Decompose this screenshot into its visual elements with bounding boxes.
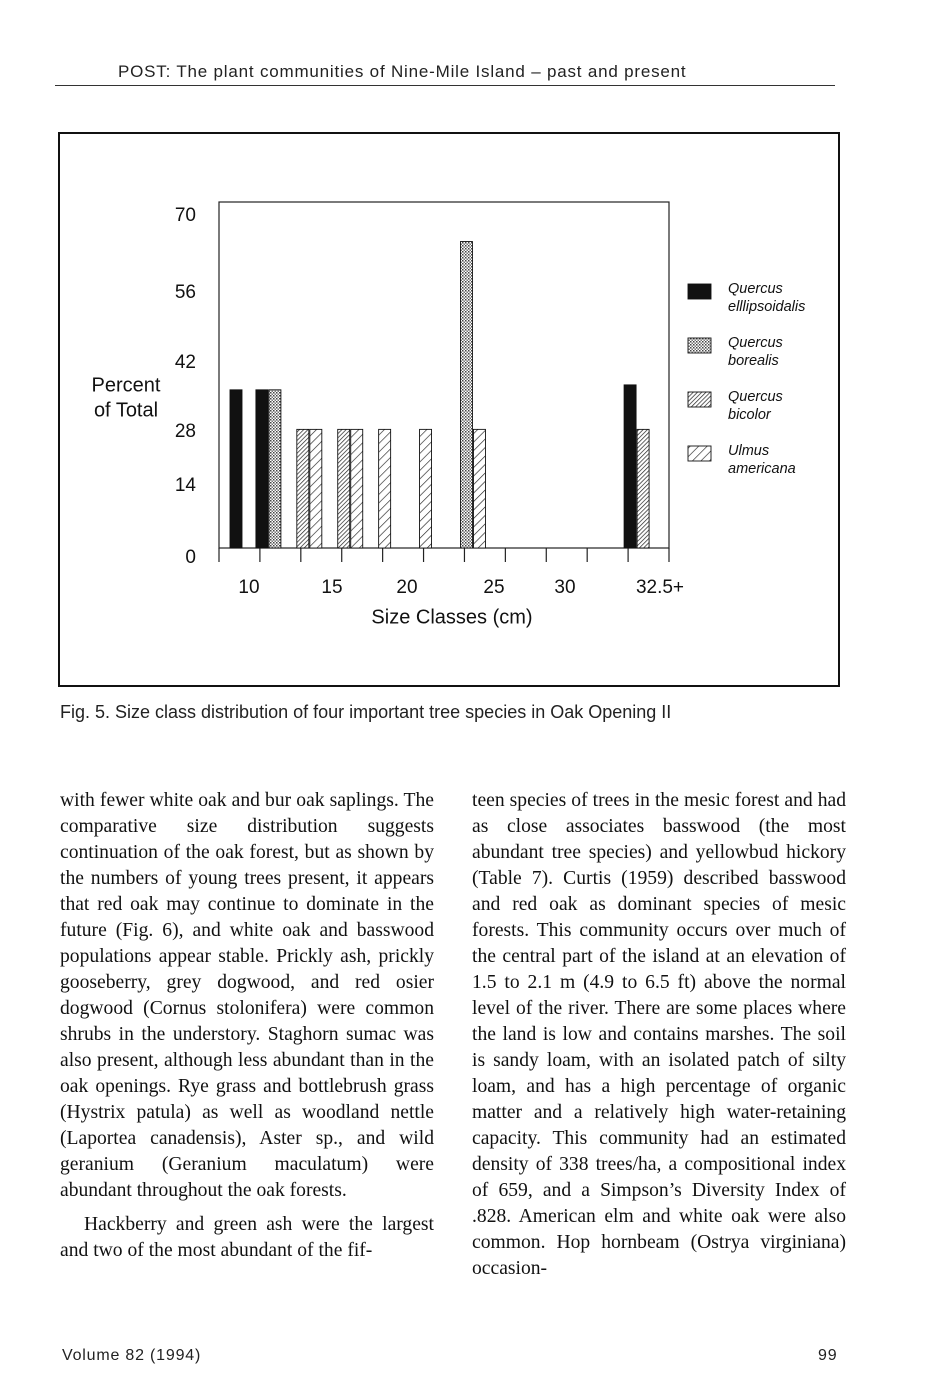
x-axis-label: Size Classes (cm) [371,606,533,629]
bar-hatch [351,429,363,548]
legend-label: Ulmus [728,442,770,459]
y-tick-label: 0 [185,547,196,569]
bar-hatch [420,429,432,548]
y-tick-label: 28 [174,421,196,443]
figure-caption: Fig. 5. Size class distribution of four important tree species in Oak Opening II [60,702,672,722]
legend-swatch-stipple [688,338,711,353]
legend-label: Quercus [728,280,783,297]
bar-dense-hatch [338,429,350,548]
legend-swatch-hatch [688,446,711,461]
y-axis-label: of Total [93,399,159,422]
legend-swatch-solid [688,284,711,299]
x-tick-label: 32.5+ [635,577,685,599]
legend-swatch-dense-hatch [688,392,711,407]
bar-stipple [460,242,472,548]
left-column [60,788,434,1264]
right-paragraph-1: teen species of trees in the mesic forest and had as close associates basswood (the most abundant tree species) and yellowbud hickory (Table 7). Curtis (1959) described basswood and red oak as dominant species of mesic forests. This community occurs over much of the central part of the island at an elevation of 1.5 to 2.1 m (4.9 to 6.5 ft) above the normal level of the river. There are some places where the land is low and contains marshes. The soil is sandy loam, with an isolated patch of silty loam, and has a high percentage of organic matter and a relatively high water-retaining capacity. This community had an estimated density of 338 trees/ha, a compositional index of 659, and a Simpson’s Diversity Index of .828. American elm and white oak were also common. Hop hornbeam (Ostrya virginiana) occasion- [472,790,846,1279]
legend-label: elllipsoidalis [728,298,806,315]
bar-solid [230,390,242,548]
bar-solid [624,385,636,548]
legend-label: americana [728,460,796,477]
y-tick-label: 70 [174,205,196,227]
header-rule [55,85,835,86]
right-column [472,788,846,1282]
x-tick-label: 30 [554,577,576,599]
plot-area [219,202,669,548]
bar-hatch [310,429,322,548]
y-tick-label: 56 [174,282,196,304]
bar-hatch [379,429,391,548]
legend-label: bicolor [728,406,771,423]
y-tick-label: 14 [174,475,196,497]
bar-solid [256,390,268,548]
footer-volume: Volume 82 (1994) [62,1347,202,1364]
left-paragraph-1: with fewer white oak and bur oak saplings. The comparative size distribution suggests continuation of the oak forest, but as shown by the numbers of young trees present, it appears that red oak may continue to dominate in the future (Fig. 6), and white oak and basswood populations appear stable. Prickly ash, prickly gooseberry, grey dogwood, and red osier dogwood (Cornus stolonifera) were common shrubs in the understory. Staghorn sumac was also present, although less abundant than in the oak openings. Rye grass and bottlebrush grass (Hystrix patula) as well as woodland nettle (Laportea canadensis), Aster sp., and wild geranium (Geranium maculatum) were abundant throughout the oak forests. [60,790,434,1201]
legend-label: borealis [728,352,779,369]
y-tick-label: 42 [174,352,196,374]
x-tick-label: 10 [238,577,260,599]
page-number: 99 [818,1347,838,1364]
x-tick-label: 20 [396,577,418,599]
running-head: POST: The plant communities of Nine-Mile Island – past and present [118,62,687,81]
bar-dense-hatch [297,429,309,548]
y-axis-label: Percent [91,374,161,397]
bar-chart [60,134,838,685]
bar-dense-hatch [637,429,649,548]
bar-stipple [269,390,281,548]
x-tick-label: 15 [321,577,343,599]
x-tick-label: 25 [483,577,505,599]
bar-hatch [473,429,485,548]
legend-label: Quercus [728,388,783,405]
legend-label: Quercus [728,334,783,351]
figure-frame [58,132,840,687]
left-paragraph-2: Hackberry and green ash were the largest and two of the most abundant of the fif- [60,1214,434,1261]
